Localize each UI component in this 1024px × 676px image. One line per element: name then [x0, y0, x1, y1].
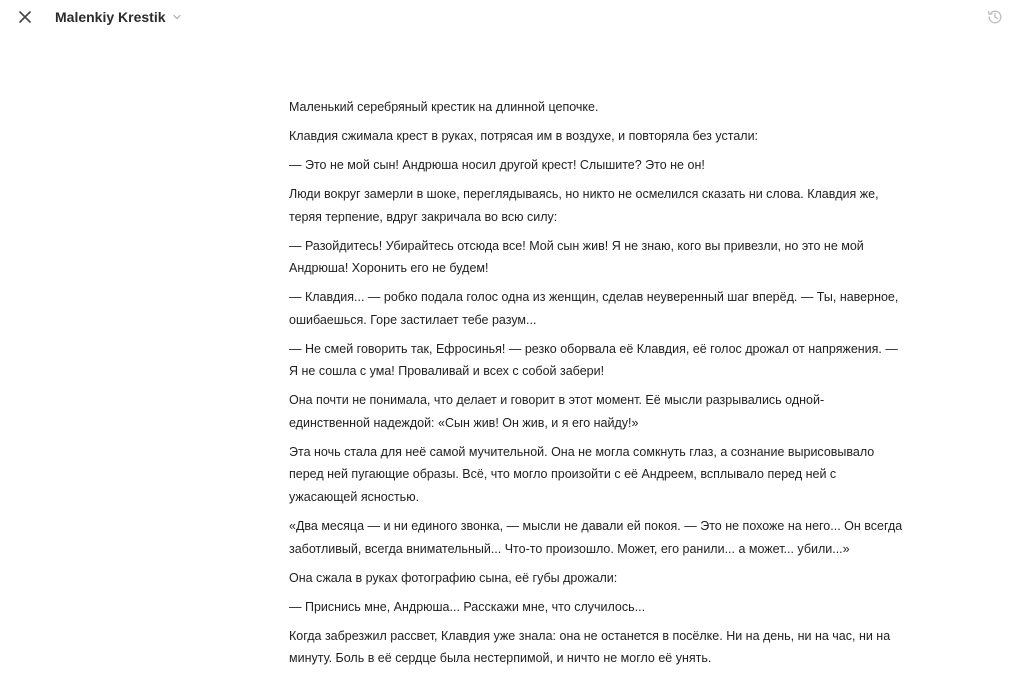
- paragraph: — Не смей говорить так, Ефросинья! — резко оборвала её Клавдия, её голос дрожал от напряжения. — Я не сошла с ума! Проваливай и всех с собой забери!: [289, 341, 898, 379]
- paragraph: Маленький серебряный крестик на длинной цепочке.: [289, 100, 599, 114]
- paragraph: — Разойдитесь! Убирайтесь отсюда все! Мой сын жив! Я не знаю, кого вы привезли, но это не мой Андрюша! Хоронить его не будем!: [289, 238, 864, 276]
- document-body[interactable]: [289, 96, 905, 676]
- paragraph: Когда забрезжил рассвет, Клавдия уже знала: она не останется в посёлке. Ни на день, ни на час, ни на минуту. Боль в её сердце была нестерпимой, и ничто не могло её унять.: [289, 628, 891, 666]
- paragraph: — Приснись мне, Андрюша... Расскажи мне, что случилось...: [289, 599, 646, 614]
- close-icon: [18, 10, 32, 24]
- history-button[interactable]: [984, 6, 1006, 28]
- history-icon: [986, 8, 1004, 26]
- document-title: Malenkiy Krestik: [55, 9, 166, 25]
- paragraph: Клавдия сжимала крест в руках, потрясая им в воздухе, и повторяла без устали:: [289, 128, 759, 143]
- document-title-dropdown[interactable]: [55, 8, 182, 26]
- paragraph: Она сжала в руках фотографию сына, её губы дрожали:: [289, 570, 618, 585]
- paragraph: — Это не мой сын! Андрюша носил другой крест! Слышите? Это не он!: [289, 157, 705, 172]
- top-bar: [0, 0, 1024, 36]
- paragraph: Люди вокруг замерли в шоке, переглядываясь, но никто не осмелился сказать ни слова. Клавдия же, теряя терпение, вдруг закричала во всю силу:: [289, 186, 879, 224]
- close-button[interactable]: [14, 6, 36, 28]
- paragraph: «Два месяца — и ни единого звонка, — мысли не давали ей покоя. — Это не похоже на него... Он всегда заботливый, всегда внимательный... Что-то произошло. Может, его ранили... а может... убили...»: [289, 519, 903, 556]
- paragraph: Она почти не понимала, что делает и говорит в этот момент. Её мысли разрывались одной-единственной надеждой: «Сын жив! Он жив, и я его найду!»: [289, 393, 825, 430]
- chevron-down-icon: [172, 12, 182, 22]
- paragraph: Эта ночь стала для неё самой мучительной. Она не могла сомкнуть глаз, а сознание вырисовывало перед ней пугающие образы. Всё, что могло произойти с её Андреем, всплывало перед ней с ужасающей ясностью.: [289, 444, 875, 505]
- paragraph: — Клавдия... — робко подала голос одна из женщин, сделав неуверенный шаг вперёд. — Ты, наверное, ошибаешься. Горе застилает тебе разум...: [289, 290, 899, 327]
